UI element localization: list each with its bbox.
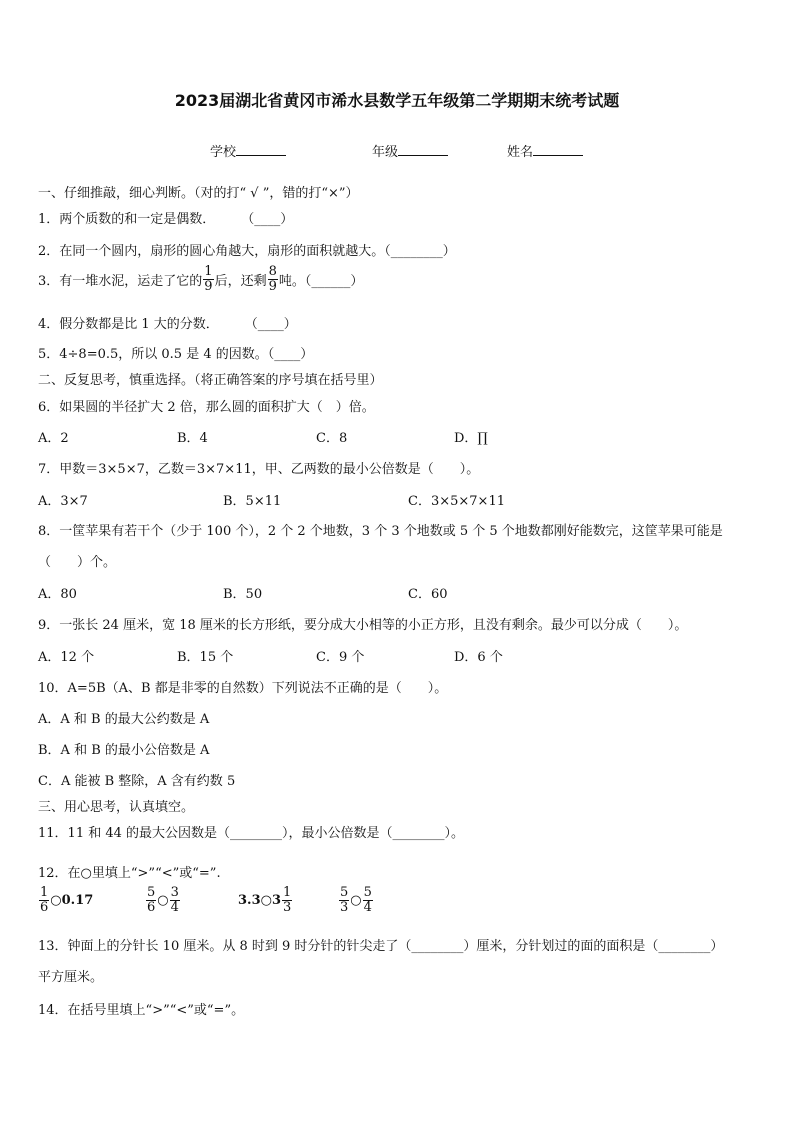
question-5: 5．4÷8=0.5，所以 0.5 是 4 的因数。（____）	[38, 347, 314, 362]
question-7-option-a[interactable]: A．3×7	[38, 494, 88, 509]
question-10-option-b[interactable]: B．A 和 B 的最小公倍数是 A	[38, 743, 210, 758]
question-9-option-d[interactable]: D．6 个	[454, 650, 503, 665]
fraction-five-fourths	[363, 886, 373, 914]
compare-1-rest[interactable]: ○0.17	[50, 892, 94, 908]
question-3-suffix: 吨。（______）	[278, 273, 364, 289]
name-blank[interactable]	[533, 143, 583, 156]
question-7-stem: 7．甲数＝3×5×7，乙数＝3×7×11，甲、乙两数的最小公倍数是（ ）。	[38, 462, 480, 477]
fraction-numerator: 8	[268, 264, 277, 279]
fraction-one-sixth	[39, 886, 49, 914]
school-field	[210, 141, 286, 160]
question-14: 14．在括号里填上“>”“<”或“=”。	[38, 1003, 245, 1018]
compare-3-lead[interactable]: 3.3○3	[238, 892, 282, 908]
question-12-compare-4	[338, 886, 374, 914]
name-label: 姓名	[507, 145, 534, 160]
question-7-option-b[interactable]: B．5×11	[223, 494, 282, 509]
fraction-numerator: 1	[283, 885, 292, 900]
question-6-stem: 6．如果圆的半径扩大 2 倍，那么圆的面积扩大（ ）倍。	[38, 400, 375, 415]
page-title: 2023届湖北省黄冈市浠水县数学五年级第二学期期末统考试题	[174, 91, 620, 110]
name-field	[507, 141, 583, 160]
fraction-denominator: 3	[340, 899, 349, 915]
question-13-stem-cont: 平方厘米。	[38, 970, 104, 985]
question-1: 1．两个质数的和一定是偶数． （____）	[38, 212, 294, 227]
question-12-compare-1	[38, 886, 93, 914]
question-3-mid: 后，还剩	[214, 273, 267, 289]
fraction-denominator: 9	[268, 278, 277, 294]
question-2: 2．在同一个圆内，扇形的圆心角越大，扇形的面积就越大。（________）	[38, 244, 456, 259]
question-6-option-c[interactable]: C．8	[316, 431, 348, 446]
fraction-denominator: 9	[204, 278, 213, 294]
fraction-one-third	[282, 886, 292, 914]
question-8-option-a[interactable]: A．80	[38, 587, 77, 602]
question-3	[38, 265, 363, 293]
fraction-denominator: 4	[363, 899, 372, 915]
question-6-option-d[interactable]: D．∏	[454, 431, 488, 446]
fraction-five-thirds	[339, 886, 349, 914]
fraction-numerator: 1	[40, 885, 49, 900]
fraction-five-sixths	[146, 886, 156, 914]
question-12-stem: 12．在○里填上“>”“<”或“=”.	[38, 866, 221, 881]
question-7-option-c[interactable]: C．3×5×7×11	[408, 494, 505, 509]
question-10-option-a[interactable]: A．A 和 B 的最大公约数是 A	[38, 712, 210, 727]
question-8-stem: 8．一筐苹果有若干个（少于 100 个），2 个 2 个地数，3 个 3 个地数或 5 个 5 个地数都刚好能数完，这筐苹果可能是	[38, 524, 723, 539]
question-10-stem: 10．A=5B（A、B 都是非零的自然数）下列说法不正确的是（ ）。	[38, 681, 448, 696]
grade-field	[372, 141, 448, 160]
question-13-stem: 13．钟面上的分针长 10 厘米。从 8 时到 9 时分针的针尖走了（________）厘米，分针划过的面的面积是（________）	[38, 939, 724, 954]
question-3-prefix: 3．有一堆水泥，运走了它的	[38, 273, 203, 289]
question-4: 4．假分数都是比 1 大的分数． （____）	[38, 317, 297, 332]
question-10-option-c[interactable]: C．A 能被 B 整除，A 含有约数 5	[38, 774, 236, 789]
section-2-heading: 二、反复思考，慎重选择。（将正确答案的序号填在括号里）	[38, 373, 383, 388]
fraction-numerator: 5	[363, 885, 372, 900]
fraction-numerator: 1	[204, 264, 213, 279]
question-6-option-b[interactable]: B．4	[177, 431, 208, 446]
grade-blank[interactable]	[398, 143, 448, 156]
question-9-option-b[interactable]: B．15 个	[177, 650, 234, 665]
question-8-stem-cont: （ ）个。	[38, 555, 117, 570]
fraction-eight-ninths	[268, 265, 278, 293]
question-8-option-c[interactable]: C．60	[408, 587, 448, 602]
fraction-denominator: 6	[40, 899, 49, 915]
question-9-option-a[interactable]: A．12 个	[38, 650, 95, 665]
question-12-compare-3	[238, 886, 293, 914]
question-9-stem: 9．一张长 24 厘米，宽 18 厘米的长方形纸，要分成大小相等的小正方形，且没有剩余。最少可以分成（ ）。	[38, 618, 688, 633]
fraction-denominator: 3	[283, 899, 292, 915]
question-8-option-b[interactable]: B．50	[223, 587, 263, 602]
section-3-heading: 三、用心思考，认真填空。	[38, 800, 195, 815]
fraction-three-fourths	[170, 886, 180, 914]
grade-label: 年级	[372, 145, 399, 160]
question-9-option-c[interactable]: C．9 个	[316, 650, 365, 665]
fraction-denominator: 4	[170, 899, 179, 915]
question-6-option-a[interactable]: A．2	[38, 431, 69, 446]
section-1-heading: 一、仔细推敲，细心判断。（对的打“ √ ”，错的打“×”）	[38, 186, 359, 201]
fraction-one-ninth	[203, 265, 213, 293]
compare-circle[interactable]: ○	[157, 892, 169, 908]
school-blank[interactable]	[236, 143, 286, 156]
fraction-numerator: 3	[170, 885, 179, 900]
question-11: 11．11 和 44 的最大公因数是（________），最小公倍数是（________）。	[38, 826, 465, 841]
school-label: 学校	[210, 145, 237, 160]
compare-circle[interactable]: ○	[350, 892, 362, 908]
fraction-denominator: 6	[147, 899, 156, 915]
fraction-numerator: 5	[340, 885, 349, 900]
fraction-numerator: 5	[147, 885, 156, 900]
question-12-compare-2	[145, 886, 181, 914]
